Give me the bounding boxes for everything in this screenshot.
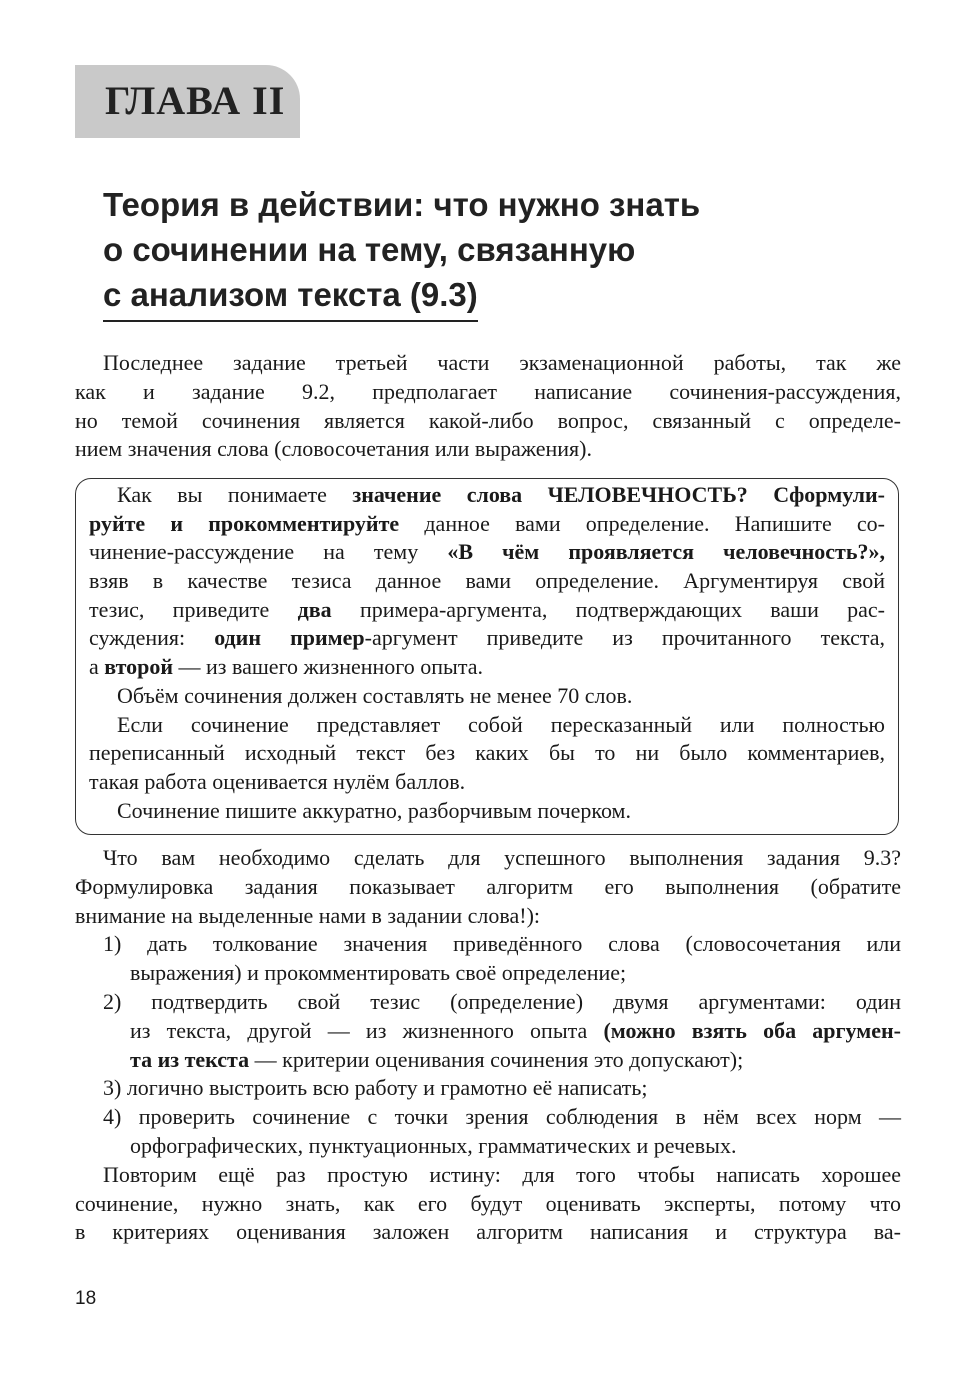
text-line [75,407,901,436]
text-line [75,1161,901,1190]
bold-text: та из текста [130,1046,250,1072]
chapter-title: ГЛАВА II [105,78,286,123]
title-line: Теория в действии: что нужно знать [103,186,701,223]
text-span: данное вами определение. Напишите со- [399,510,885,536]
text-span: в критериях оценивания заложен алгоритм написания и структура ва- [75,1219,901,1245]
text-line [75,902,901,931]
text-span: выражения) и прокомментировать своё определение; [130,960,627,986]
text-span: 4) проверить сочинение с точки зрения соблюдения в нём всех норм — [103,1104,901,1130]
text-line [89,768,885,797]
text-line [75,873,901,902]
text-line [89,567,885,596]
chapter-label [75,65,300,138]
text-span: чинение-рассуждение на тему [89,539,448,565]
bold-text: один пример [214,625,365,651]
text-line [89,538,885,567]
text-span: внимание на выделенные нами в задании слова!): [75,902,541,928]
text-line [89,797,885,826]
text-span: Последнее задание третьей части экзаменационной работы, так же [103,350,901,375]
text-span: 1) дать толкование значения приведённого слова (словосочетания или [103,931,901,957]
intro-paragraph [75,349,901,464]
bold-text: руйте и прокомментируйте [89,510,400,536]
text-span: Что вам необходимо сделать для успешного выполнения задания 9.3? [103,845,901,870]
text-span: примера-аргумента, подтверждающих ваши рас- [331,596,885,622]
text-line [75,1017,901,1046]
text-span: суждения: [89,625,215,651]
text-line [75,1190,901,1219]
text-line [89,739,885,768]
task-box [75,478,899,835]
text-span: Если сочинение представляет собой пересказанный или полностью [117,711,885,737]
bold-text: (можно взять оба аргумен- [603,1017,901,1043]
text-span: 3) логично выстроить всю работу и грамотно её написать; [103,1075,648,1101]
text-line [75,1132,901,1161]
text-span: из текста, другой — из жизненного опыта [130,1017,604,1043]
text-span: -аргумент приведите из прочитанного текста, [364,625,886,651]
text-span: тезис, приведите [89,596,298,622]
text-line [75,378,901,407]
text-line [75,435,901,464]
text-span: Сочинение пишите аккуратно, разборчивым почерком. [117,797,631,823]
text-span: но темой сочинения является какой-либо вопрос, связанный с определе- [75,407,901,433]
text-span: такая работа оценивается нулём баллов. [89,768,466,794]
text-line [75,349,901,378]
text-span: Повторим ещё раз простую истину: для того чтобы написать хорошее [103,1161,901,1187]
page-number: 18 [75,1288,97,1309]
text-line [75,959,901,988]
text-span: Как вы понимаете [117,482,353,507]
text-line [89,624,885,653]
text-line [89,481,885,510]
bold-text: «В чём проявляется человечность?», [447,539,885,565]
body-text [75,844,901,1247]
text-span: переписанный исходный текст без каких бы то ни было комментариев, [89,740,885,766]
text-span: как и задание 9.2, предполагает написание сочинения-рассуждения, [75,378,901,404]
text-span: — критерии оценивания сочинения это допускают); [249,1046,744,1072]
text-span: Объём сочинения должен составлять не менее 70 слов. [117,682,633,708]
text-span: 2) подтвердить свой тезис (определение) двумя аргументами: один [103,988,901,1014]
bold-text: второй [104,654,174,680]
text-line [89,653,885,682]
bold-text: значение слова ЧЕЛОВЕЧНОСТЬ? Сформули- [352,482,885,507]
text-span: орфографических, пунктуационных, грамматических и речевых. [130,1132,737,1158]
text-span: — из вашего жизненного опыта. [173,654,483,680]
task-text [89,481,885,825]
text-span: взяв в качестве тезиса данное вами определение. Аргументируя свой [89,568,885,594]
text-line [75,1046,901,1075]
bold-text: два [297,596,332,622]
text-span: сочинение, нужно знать, как его будут оценивать эксперты, потому что [75,1190,901,1216]
text-line [75,930,901,959]
text-line [75,1218,901,1247]
text-line [89,711,885,740]
text-span: нием значения слова (словосочетания или выражения). [75,436,592,462]
text-line [75,1103,901,1132]
title-line: с анализом текста (9.3) [103,272,478,322]
text-line [89,682,885,711]
text-line [89,596,885,625]
text-line [75,1074,901,1103]
text-line [75,988,901,1017]
text-span: Формулировка задания показывает алгоритм его выполнения (обратите [75,873,901,899]
section-title [103,182,700,322]
title-line: о сочинении на тему, связанную [103,231,636,268]
text-span: а [89,654,105,680]
text-line [75,844,901,873]
text-line [89,510,885,539]
